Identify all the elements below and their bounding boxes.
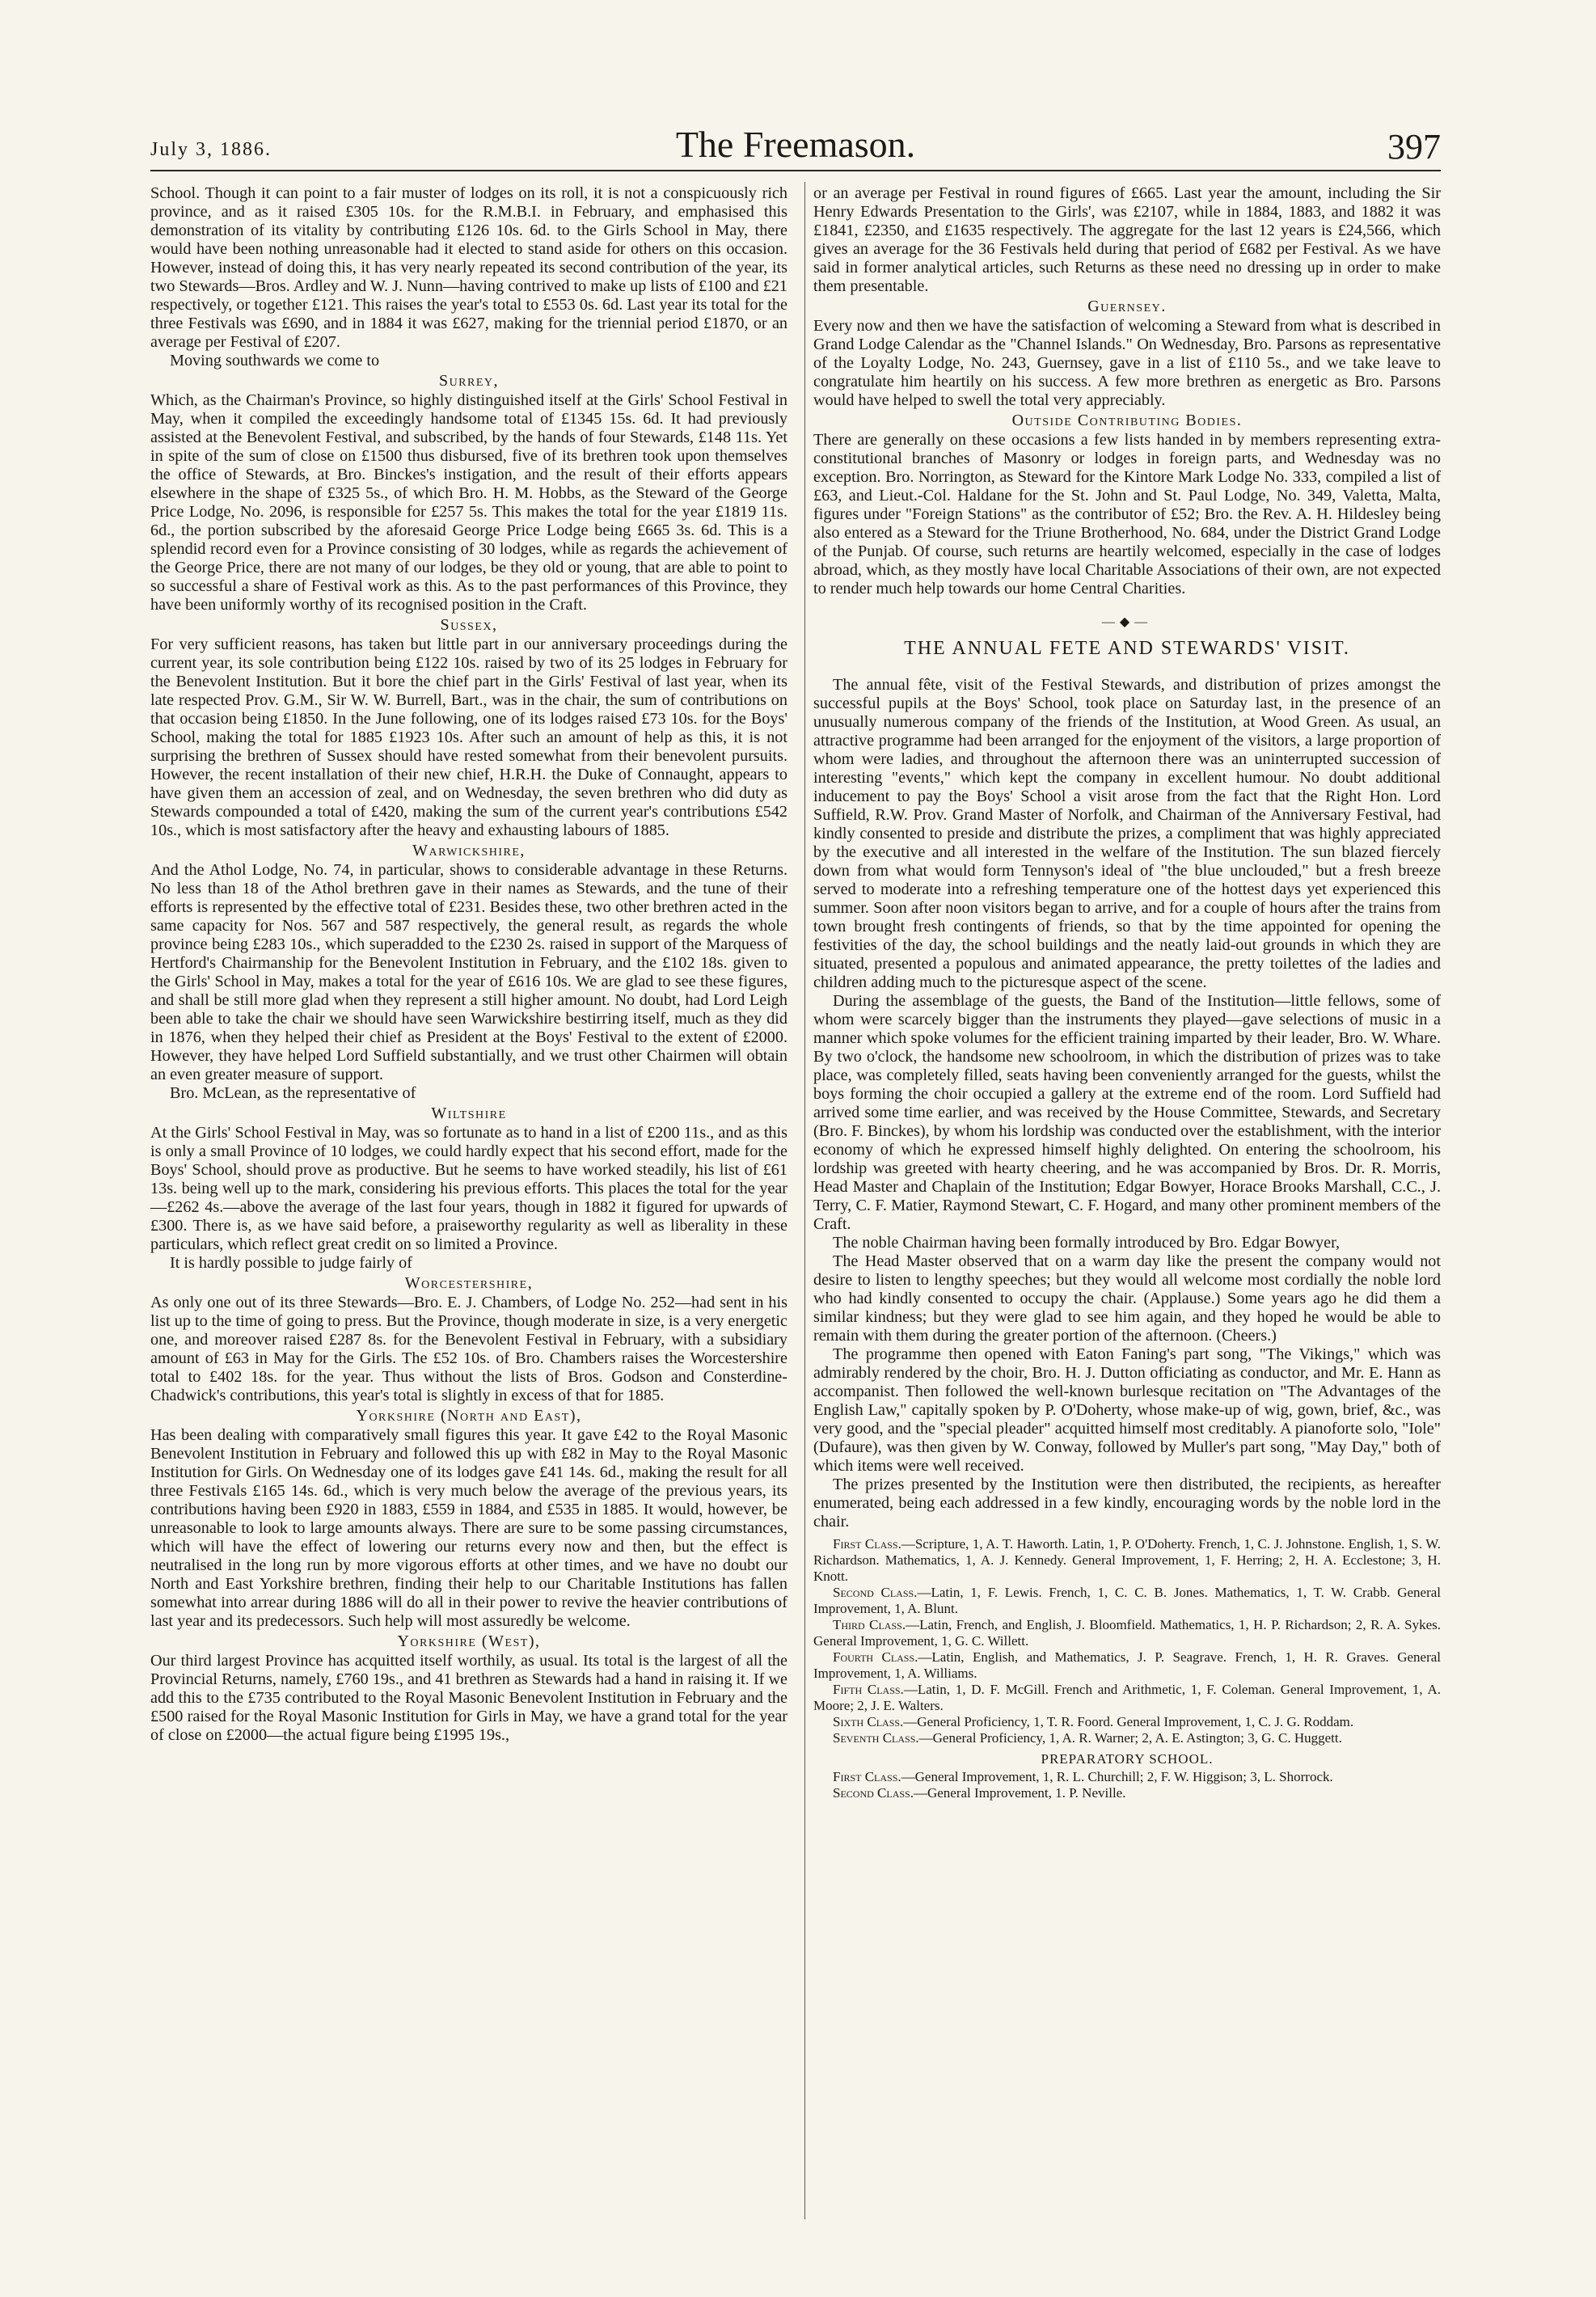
section-heading: Outside Contributing Bodies. (1011, 412, 1243, 429)
prize-list (813, 1536, 1441, 1801)
paragraph: The prizes presented by the Institution were then distributed, the recipients, as hereafter enumerated, being each addressed in a few kindly, encouraging words by the noble lord in the chair. (813, 1476, 1441, 1531)
class-label: Second Class. (833, 1585, 918, 1600)
section-heading: Warwickshire, (412, 842, 526, 859)
paragraph: Moving southwards we come to (170, 352, 380, 369)
masthead (150, 113, 1441, 171)
prize-text: —Latin, English, and Mathematics, J. P. Seagrave. French, 1, H. R. Graves. General Improvement, 1, A. Williams. (813, 1649, 1441, 1681)
paragraph: School. Though it can point to a fair muster of lodges on its roll, it is not a conspicuously rich province, and as it raised £305 10s. for the R.M.B.I. in February, and emphasised this demonstration of its vitality by contributing £126 10s. 6d. to the Girls School in May, there would have been nothing unreasonable had it elected to stand aside for others on this occasion. However, instead of doing this, it has very nearly repeated its second contribution of the year, its two Stewards—Bros. Ardley and W. J. Nunn—having contrived to make up lists of £100 and £21 respectively, or together £121. This raises the year's total to £553 0s. 6d. Last year its total for the three Festivals was £690, and in 1884 it was £627, making for the triennial period £1870, or an average per Festival of £207. (150, 184, 787, 351)
prize-text: —Latin, 1, F. Lewis. French, 1, C. C. B. Jones. Mathematics, 1, T. W. Crabb. General Improvement, 1, A. Blunt. (813, 1585, 1441, 1616)
paragraph: Bro. McLean, as the representative of (170, 1084, 416, 1102)
prize-entry (813, 1585, 1441, 1617)
class-label: Seventh Class. (833, 1730, 919, 1746)
prize-entry (813, 1649, 1441, 1682)
paragraph: Our third largest Province has acquitted itself worthily, as usual. Its total is the largest of all the Provincial Returns, namely, £760 19s., and 41 brethren as Stewards had a hand in raising it. If we add this to the £735 contributed to the Royal Masonic Benevolent Institution in February and the £500 raised for the Royal Masonic Institution for Girls in May, we have a grand total for the year of close on £2000—the actual figure being £1995 19s., (150, 1652, 787, 1744)
section-heading: Wiltshire (431, 1104, 507, 1122)
section-heading: Yorkshire (North and East), (356, 1407, 582, 1425)
class-label: First Class. (833, 1769, 901, 1784)
prize-entry (813, 1785, 1441, 1801)
ornament-divider: —◆— (1101, 615, 1153, 629)
page-number: 397 (1387, 127, 1441, 167)
paragraph: The Head Master observed that on a warm day like the present the company would not desire to listen to lengthy speeches; but they would all welcome most cordially the noble lord who had kindly consented to occupy the chair. (Applause.) Some years ago he did them a similar kindness; but they were glad to see him again, and they hoped he would be able to remain with them during the greater portion of the afternoon. (Cheers.) (813, 1252, 1441, 1345)
paragraph: The annual fête, visit of the Festival Stewards, and distribution of prizes amongst the successful pupils at the Boys' School, took place on Saturday last, in the presence of an unusually numerous company of the friends of the Institution, at Wood Green. As usual, an attractive programme had been arranged for the enjoyment of the visitors, a large proportion of whom were ladies, and throughout the afternoon there was an uninterrupted succession of interesting "events," which kept the company in excellent humour. No doubt additional inducement to pay the Boys' School a visit arose from the fact that the Right Hon. Lord Suffield, R.W. Prov. Grand Master of Norfolk, and Chairman of the Anniversary Festival, had kindly consented to preside and distribute the prizes, a compliment that was highly appreciated by the executive and all interested in the welfare of the Institution. The sun blazed fiercely down from what would form Tennyson's ideal of "the blue unclouded," but a fresh breeze served to moderate into a refreshing temperature one of the hottest days yet experienced this summer. Soon after noon visitors began to arrive, and for a couple of hours after the trains from town brought fresh contingents of friends, so that by the time appointed for opening the festivities of the day, the school buildings and the neatly laid-out grounds in which they are situated, presented a populous and animated appearance, the pretty toilettes of the ladies and children adding much to the picturesque aspect of the scene. (813, 676, 1441, 991)
paragraph: The noble Chairman having been formally introduced by Bro. Edgar Bowyer, (833, 1234, 1341, 1252)
paragraph: During the assemblage of the guests, the Band of the Institution—little fellows, some of whom were scarcely bigger than the instruments they played—gave selections of music in a manner which spoke volumes for the efficient training imparted by their leader, Bro. W. Whare. By two o'clock, the handsome new schoolroom, in which the distribution of prizes was to take place, was completely filled, seats having been conveniently arranged for the guests, whilst the boys forming the choir occupied a gallery at the extreme end of the room. Lord Suffield had arrived some time earlier, and was received by the House Committee, Stewards, and Secretary (Bro. F. Binckes), by whom his lordship was conducted over the establishment, with the interior economy of which he expressed himself highly delighted. On entering the schoolroom, his lordship was greeted with hearty cheering, and he was accompanied by Bros. Dr. R. Morris, Head Master and Chaplain of the Institution; Edgar Bowyer, Horace Brooks Marshall, C.C., J. Terry, C. F. Matier, Raymond Stewart, C. F. Hogard, and many other prominent members of the Craft. (813, 992, 1441, 1233)
prize-text: —Latin, 1, D. F. McGill. French and Arithmetic, 1, F. Coleman. General Improvement, 1, A. Moore; 2, J. E. Walters. (813, 1682, 1441, 1713)
paragraph: For very sufficient reasons, has taken but little part in our anniversary proceedings during the current year, its sole contribution being £122 10s. raised by two of its 25 lodges in February for the Benevolent Institution. But it bore the chief part in the Girls' Festival of last year, when its late respected Prov. G.M., Sir W. W. Burrell, Bart., was in the chair, the sum of contributions on that occasion being £1850. In the June following, one of its lodges raised £73 10s. for the Boys' School, making the total for 1885 £1923 10s. After such an amount of help as this, it is not surprising the brethren of Sussex should have rested somewhat from their benevolent pursuits. However, the recent installation of their new chief, H.R.H. the Duke of Connaught, appears to have given them an accession of zeal, and on Wednesday, the seven brethren who did duty as Stewards compounded a total of £420, making the sum of the current year's contributions £542 10s., which is most satisfactory after the heavy and exhausting labours of 1885. (150, 635, 787, 839)
column-rule (804, 182, 805, 2219)
prize-text: —Latin, French, and English, J. Bloomfield. Mathematics, 1, H. P. Richardson; 2, R. A. Sykes. General Improvement, 1, G. C. Willett. (813, 1617, 1441, 1649)
prize-text: —General Improvement, 1. P. Neville. (913, 1785, 1126, 1801)
right-column (813, 184, 1441, 2222)
paragraph: or an average per Festival in round figures of £665. Last year the amount, including the Sir Henry Edwards Presentation to the Girls', was £2107, while in 1884, 1883, and 1882 it was £1841, £2350, and £1635 respectively. The aggregate for the last 12 years is £24,566, which gives an average for the 36 Festivals held during that period of £682 per Festival. As we have said in former analytical articles, such Returns as these need no dressing up in order to make them presentable. (813, 184, 1441, 295)
section-heading: Guernsey. (1087, 298, 1167, 315)
prize-entry (813, 1617, 1441, 1649)
paragraph: Every now and then we have the satisfaction of welcoming a Steward from what is described in Grand Lodge Calendar as the "Channel Islands." On Wednesday, Bro. Parsons as representative of the Loyalty Lodge, No. 243, Guernsey, gave in a list of £110 5s., and we take leave to congratulate him heartily on his success. A few more brethren as energetic as Bro. Parsons would have helped to swell the total very appreciably. (813, 317, 1441, 409)
issue-date: July 3, 1886. (150, 139, 272, 160)
subsection-heading: PREPARATORY SCHOOL. (1041, 1751, 1214, 1767)
prize-entry (813, 1682, 1441, 1714)
class-label: Fourth Class. (833, 1649, 918, 1665)
paragraph: Has been dealing with comparatively small figures this year. It gave £42 to the Royal Masonic Benevolent Institution in February and followed this up with £82 in May to the Royal Masonic Institution for Girls. On Wednesday one of its lodges gave £41 14s. 6d., making the result for all three Festivals £165 14s. 6d., which is very much below the average of the previous years, its contributions having been £920 in 1883, £559 in 1884, and £535 in 1885. It would, however, be unreasonable to look to large amounts always. There are sure to be some passing circumstances, which will have the effect of lowering our returns every now and then, but the effect is neutralised in the long run by more vigorous efforts at other times, and we have no doubt our North and East Yorkshire brethren, finding their help to our Charitable Institutions has fallen somewhat into arrear during 1886 will do all in their power to revive the heavier contributions of last year and its predecessors. Such help will most assuredly be welcome. (150, 1426, 787, 1630)
paragraph: As only one out of its three Stewards—Bro. E. J. Chambers, of Lodge No. 252—had sent in his list up to the time of going to press. But the Province, though moderate in size, is a very energetic one, and moreover raised £287 8s. for the Benevolent Festival in February, with a subsidiary amount of £63 in May for the Girls. The £52 10s. of Bro. Chambers raises the Worcestershire total to £402 18s. for the year. Thus without the lists of Bros. Godson and Consterdine-Chadwick's contributions, this year's total is slightly in excess of that for 1885. (150, 1294, 787, 1404)
paragraph: There are generally on these occasions a few lists handed in by members representing extra-constitutional branches of Masonry or lodges in foreign parts, and Wednesday was no exception. Bro. Norrington, as Steward for the Kintore Mark Lodge No. 333, compiled a list of £63, and Lieut.-Col. Haldane for the St. John and St. Paul Lodge, No. 349, Valetta, Malta, figures under "Foreign Stations" as the contributor of £52; Bro. the Rev. A. H. Hildesley being also entered as a Steward for the Triune Brotherhood, No. 684, under the District Grand Lodge of the Punjab. Of course, such returns are heartily welcomed, especially in the case of lodges abroad, which, as they mostly have local Charitable Associations of their own, are not expected to render much help towards our home Central Charities. (813, 431, 1441, 597)
section-heading: Yorkshire (West), (397, 1632, 541, 1650)
class-label: Second Class. (833, 1785, 914, 1801)
section-heading: Sussex, (440, 616, 498, 634)
prize-entry (813, 1536, 1441, 1585)
prize-text: —General Proficiency, 1, T. R. Foord. General Improvement, 1, C. J. G. Roddam. (903, 1714, 1354, 1729)
section-heading: Surrey, (438, 372, 500, 390)
paragraph: The programme then opened with Eaton Faning's part song, "The Vikings," which was admirably rendered by the choir, Bro. H. J. Dutton officiating as conductor, and Mr. E. Hann as accompanist. Then followed the well-known burlesque recitation on "The Advantages of the English Law," capitally spoken by P. O'Doherty, whose make-up of wig, gown, brief, &c., was very good, and the "special pleader" acquitted himself most creditably. A pianoforte solo, "Iole" (Dufaure), was then given by W. Conway, followed by Muller's part song, "May Day," both of which items were well received. (813, 1345, 1441, 1475)
paragraph: Which, as the Chairman's Province, so highly distinguished itself at the Girls' School Festival in May, when it compiled the exceedingly handsome total of £1345 15s. 6d. It had previously assisted at the Benevolent Festival, and subscribed, by the hands of four Stewards, £148 11s. Yet in spite of the sum of close on £1500 thus disbursed, five of its brethren took upon themselves the office of Stewards, at Bro. Binckes's instigation, and the result of their efforts appears elsewhere in the shape of £325 5s., of which Bro. H. M. Hobbs, as the Steward of the George Price Lodge, No. 2096, is responsible for £257 5s. This makes the total for the year £1819 11s. 6d., the portion subscribed by the aforesaid George Price Lodge being £665 3s. 6d. This is a splendid record even for a Province consisting of 30 lodges, while as regards the achievement of the George Price, there are not many of our lodges, be they old or young, that are able to point to so successful a share of Festival work as this. As to the past performances of this Province, they have been uniformly worthy of its recognised position in the Craft. (150, 391, 787, 614)
paragraph: It is hardly possible to judge fairly of (170, 1254, 412, 1272)
prize-text: —General Proficiency, 1, A. R. Warner; 2, A. E. Astington; 3, G. C. Huggett. (918, 1730, 1342, 1746)
prize-text: —Scripture, 1, A. T. Haworth. Latin, 1, P. O'Doherty. French, 1, C. J. Johnstone. English, 1, S. W. Richardson. Mathematics, 1, A. J. Kennedy. General Improvement, 1, F. Herring; 2, H. A. Ecclestone; 3, H. Knott. (813, 1536, 1441, 1584)
section-heading: Worcestershire, (404, 1274, 534, 1292)
class-label: First Class. (833, 1536, 901, 1552)
prize-entry (813, 1714, 1441, 1730)
article-title: THE ANNUAL FETE AND STEWARDS' VISIT. (904, 638, 1350, 659)
class-label: Fifth Class. (833, 1682, 904, 1697)
left-column (150, 184, 787, 2222)
publication-title: The Freemason. (675, 124, 916, 165)
prize-entry (813, 1730, 1441, 1746)
prize-text: —General Improvement, 1, R. L. Churchill; 2, F. W. Higgison; 3, L. Shorrock. (901, 1769, 1333, 1784)
prize-entry (813, 1769, 1441, 1785)
paragraph: And the Athol Lodge, No. 74, in particular, shows to considerable advantage in these Returns. No less than 18 of the Athol brethren gave in their names as Stewards, and the tune of their efforts is represented by the effective total of £231. Besides these, two other brethren acted in the same capacity for Nos. 567 and 587 respectively, the general result, as regards the whole province being £283 10s., which superadded to the £230 2s. raised in support of the Marquess of Hertford's Chairmanship for the Benevolent Institution in February, and the £102 18s. given to the Girls' School in May, makes a total for the year of £616 10s. We are glad to see these figures, and shall be still more glad when they represent a still higher amount. No doubt, had Lord Leigh been able to take the chair we should have seen Warwickshire bestirring itself, much as they did in 1876, when they helped their chief as President at the Boys' Festival to the extent of £2000. However, they have helped Lord Suffield substantially, and we trust other Chairmen will obtain an even greater measure of support. (150, 861, 787, 1083)
class-label: Sixth Class. (833, 1714, 904, 1729)
class-label: Third Class. (833, 1617, 906, 1632)
paragraph: At the Girls' School Festival in May, was so fortunate as to hand in a list of £200 11s., and as this is only a small Province of 10 lodges, we could hardly expect that his second effort, made for the Boys' School, should prove as productive. But he seems to have worked steadily, his list of £61 13s. being well up to the mark, considering his previous efforts. This places the total for the year—£262 4s.—above the average of the last four years, though in 1882 it figured for upwards of £300. There is, as we have said before, a praiseworthy regularity as well as liberality in these particulars, which reflect great credit on so limited a Province. (150, 1124, 787, 1253)
